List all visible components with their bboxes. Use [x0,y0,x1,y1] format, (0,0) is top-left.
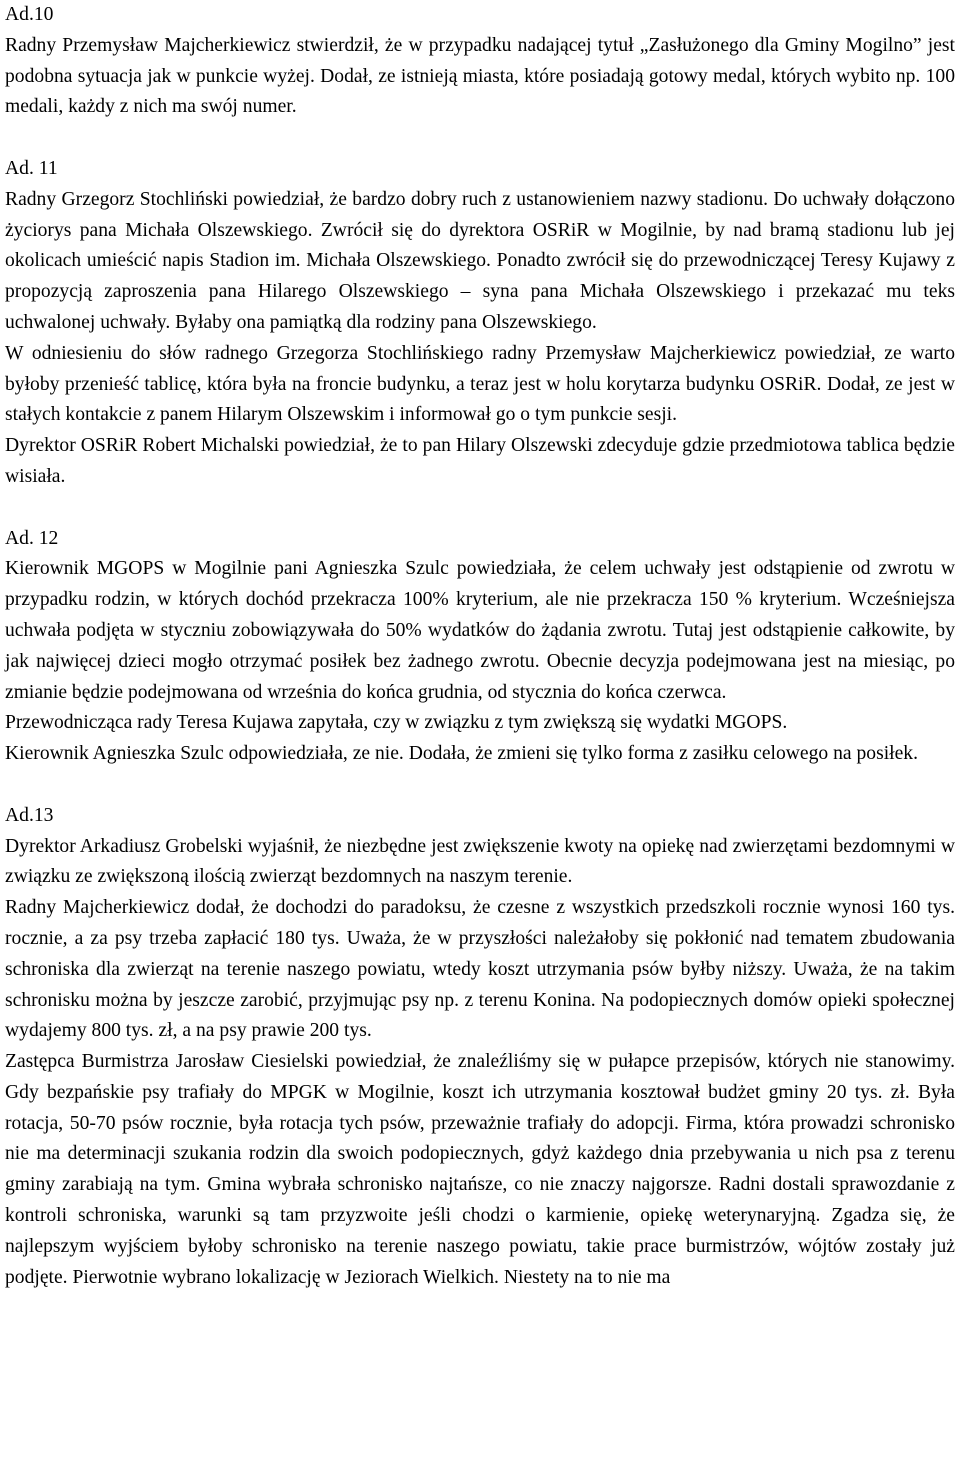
section-spacer [5,123,955,154]
section-heading: Ad.13 [5,804,54,826]
section-ad12 [5,524,955,770]
paragraph: Radny Majcherkiewicz dodał, że dochodzi do paradoksu, że czesne z wszystkich przedszkoli rocznie wynosi 160 tys. rocznie, a za psy trzeba zapłacić 180 tys. Uważa, że w przyszłości należałoby się pokłonić nad tematem zbudowania schroniska dla zwierząt na terenie naszego powiatu, wtedy koszt utrzymania psów byłby niższy. Uważa, że na takim schronisku można by jeszcze zarobić, przyjmując psy np. z terenu Konina. Na podopiecznych domów opieki społecznej wydajemy 800 tys. zł, a na psy prawie 200 tys. [5,897,955,1042]
paragraph: Przewodnicząca rady Teresa Kujawa zapytała, czy w związku z tym zwiększą się wydatki MGOPS. [5,712,788,734]
paragraph: Radny Przemysław Majcherkiewicz stwierdził, że w przypadku nadającej tytuł „Zasłużonego dla Gminy Mogilno” jest podobna sytuacja jak w punkcie wyżej. Dodał, ze istnieją miasta, które posiadają gotowy medal, których wybito np. 100 medali, każdy z nich ma swój numer. [5,34,955,118]
section-spacer [5,770,955,801]
paragraph: Zastępca Burmistrza Jarosław Ciesielski powiedział, że znaleźliśmy się w pułapce przepisów, których nie stanowimy. Gdy bezpańskie psy trafiały do MPGK w Mogilnie, koszt ich utrzymania kosztował budżet gminy 20 tys. zł. Była rotacja, 50-70 psów rocznie, była rotacja tych psów, przeważnie trafiały do adopcji. Firma, która prowadzi schronisko nie ma determinacji szukania rodzin dla swoich podopiecznych, gdyż każdego dnia przebywania u nich psa z terenu gminy zarabiają na tym. Gmina wybrała schronisko najtańsze, co nie znaczy najgorsze. Radni dostali sprawozdanie z kontroli schroniska, warunki są tam przyzwoite jeśli chodzi o karmienie, opiekę weterynaryjną. Zgadza się, że najlepszym wyjściem byłoby schronisko na terenie naszego powiatu, takie prace burmistrzów, wójtów zostały już podjęte. Pierwotnie wybrano lokalizację w Jeziorach Wielkich. Niestety na to nie ma [5,1051,955,1288]
section-heading: Ad.10 [5,4,54,25]
paragraph: Kierownik MGOPS w Mogilnie pani Agnieszka Szulc powiedziała, że celem uchwały jest odstąpienie od zwrotu w przypadku rodzin, w których dochód przekracza 100% kryterium, ale nie przekracza 150 % kryterium. Wcześniejsza uchwała podjęta w styczniu zobowiązywała do 50% wydatków do żądania zwrotu. Tutaj jest odstąpienie całkowite, by jak najwięcej dzieci mogło otrzymać posiłek bez żadnego zwrotu. Obecnie decyzja podejmowana jest na miesiąc, po zmianie będzie podejmowana od września do końca grudnia, od stycznia do końca czerwca. [5,558,955,703]
paragraph: W odniesieniu do słów radnego Grzegorza Stochlińskiego radny Przemysław Majcherkiewicz powiedział, ze warto byłoby przenieść tablicę, która była na froncie budynku, a teraz jest w holu korytarza budynku OSRiR. Dodał, ze jest w stałych kontakcie z panem Hilarym Olszewskim i informował go o tym punkcie sesji. [5,342,955,426]
paragraph: Kierownik Agnieszka Szulc odpowiedziała, ze nie. Dodała, że zmieni się tylko forma z zasiłku celowego na posiłek. [5,743,918,765]
paragraph: Radny Grzegorz Stochliński powiedział, że bardzo dobry ruch z ustanowieniem nazwy stadionu. Do uchwały dołączono życiorys pana Michała Olszewskiego. Zwrócił się do dyrektora OSRiR w Mogilnie, by nad bramą stadionu lub jej okolicach umieścić napis Stadion im. Michała Olszewskiego. Ponadto zwrócił się do przewodniczącej Teresy Kujawy z propozycją zaproszenia pana Hilarego Olszewskiego – syna pana Michała Olszewskiego i przekazać mu teks uchwalonej uchwały. Byłaby ona pamiątką dla rodziny pana Olszewskiego. [5,188,955,333]
section-ad13 [5,801,955,1294]
section-ad10 [5,0,955,123]
section-heading: Ad. 12 [5,527,59,549]
section-spacer [5,493,955,524]
section-heading: Ad. 11 [5,157,58,179]
paragraph: Dyrektor Arkadiusz Grobelski wyjaśnił, że niezbędne jest zwiększenie kwoty na opiekę nad zwierzętami bezdomnymi w związku ze zwiększoną ilością zwierząt bezdomnych na naszym terenie. [5,835,955,888]
paragraph: Dyrektor OSRiR Robert Michalski powiedział, że to pan Hilary Olszewski zdecyduje gdzie przedmiotowa tablica będzie wisiała. [5,435,955,487]
section-ad11 [5,154,955,493]
